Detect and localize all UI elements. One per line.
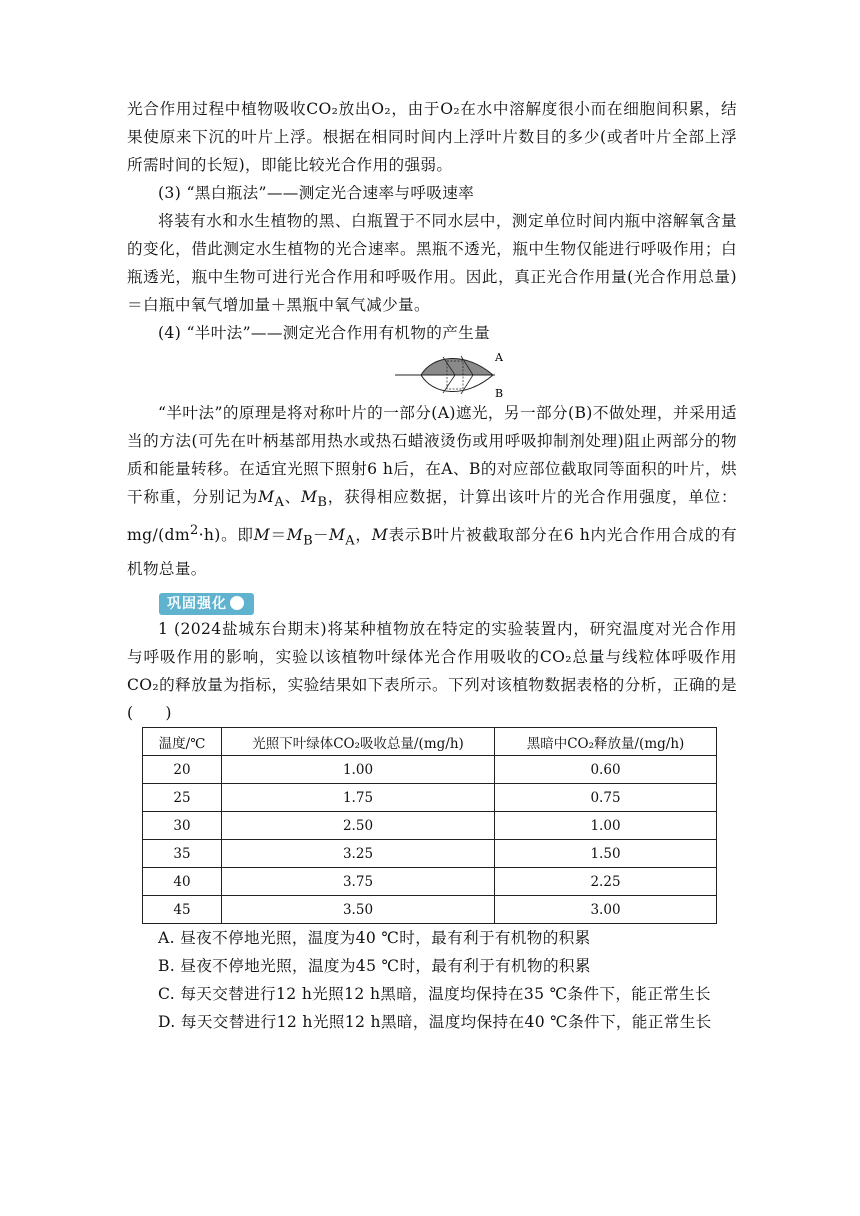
option-a: A. 昼夜不停地光照，温度为40 ℃时，最有利于有机物的积累 <box>158 929 591 948</box>
paragraph-black-white-bottle: 将装有水和水生植物的黑、白瓶置于不同水层中，测定单位时间内瓶中溶解氧含量的变化，借此测定水生植物的光合速率。黑瓶不透光，瓶中生物仅能进行呼吸作用；白瓶透光，瓶中生物可进行光合作用和呼吸作用。因此，真正光合作用量(光合作用总量)＝白瓶中氧气增加量＋黑瓶中氧气减少量。 <box>127 212 737 314</box>
table-cell: 2.25 <box>495 868 717 896</box>
table-row <box>143 784 717 812</box>
table-cell: 30 <box>143 812 222 840</box>
heading-half-leaf: (4) “半叶法”——测定光合作用有机物的产生量 <box>158 324 491 342</box>
table-cell: 40 <box>143 868 222 896</box>
table-cell: 3.25 <box>222 840 495 868</box>
option-c: C. 每天交替进行12 h光照12 h黑暗，温度均保持在35 ℃条件下，能正常生长 <box>158 985 712 1004</box>
table-cell: 25 <box>143 784 222 812</box>
table-cell: 1.00 <box>495 812 717 840</box>
table-cell: 1.50 <box>495 840 717 868</box>
table-cell: 0.60 <box>495 756 717 784</box>
table-cell: 45 <box>143 896 222 924</box>
table-row <box>143 812 717 840</box>
header-co2-release: 黑暗中CO₂释放量/(mg/h) <box>495 728 717 756</box>
badge-circle-icon <box>230 596 244 610</box>
option-d: D. 每天交替进行12 h光照12 h黑暗，温度均保持在40 ℃条件下，能正常生长 <box>158 1013 712 1032</box>
question-1-stem: 1 (2024盐城东台期末)将某种植物放在特定的实验装置内，研究温度对光合作用与呼吸作用的影响，实验以该植物叶绿体光合作用吸收的CO₂总量与线粒体呼吸作用CO₂的释放量为指标，实验结果如下表所示。下列对该植物数据表格的分析，正确的是( ) <box>127 620 737 723</box>
table-cell: 1.75 <box>222 784 495 812</box>
table-cell: 20 <box>143 756 222 784</box>
heading-black-white-bottle: (3) “黑白瓶法”——测定光合速率与呼吸速率 <box>158 184 475 202</box>
half-leaf-figure <box>127 349 737 399</box>
table-cell: 1.00 <box>222 756 495 784</box>
table-cell: 2.50 <box>222 812 495 840</box>
data-table <box>142 727 717 924</box>
paragraph-half-leaf: “半叶法”的原理是将对称叶片的一部分(A)遮光，另一部分(B)不做处理，并采用适当的方法(可先在叶柄基部用热水或热石蜡液烫伤或用呼吸抑制剂处理)阻止两部分的物质和能量转移。在适宜光照下照射6 h后，在A、B的对应部位截取同等面积的叶片，烘干称重，分别记为$M_A$、$M_B$，获得相应数据，计算出该叶片的光合作用强度，单位：$mg/(dm^2\cdot h)$。即$M=M_B-M_A$，M表示B叶片被截取部分在6 h内光合作用合成的有机物总量。 <box>127 404 737 579</box>
table-cell: 3.75 <box>222 868 495 896</box>
table-cell: 3.50 <box>222 896 495 924</box>
table-row <box>143 868 717 896</box>
table-row <box>143 840 717 868</box>
label-b: B <box>495 387 504 399</box>
document-page <box>127 95 737 1036</box>
paragraph-floating-leaf: 光合作用过程中植物吸收CO₂放出O₂，由于O₂在水中溶解度很小而在细胞间积累，结果使原来下沉的叶片上浮。根据在相同时间内上浮叶片数目的多少(或者叶片全部上浮所需时间的长短)，即能比较光合作用的强弱。 <box>127 100 737 174</box>
header-co2-absorption: 光照下叶绿体CO₂吸收总量/(mg/h) <box>222 728 495 756</box>
leaf-diagram <box>395 349 515 399</box>
table-row <box>143 756 717 784</box>
table-cell: 3.00 <box>495 896 717 924</box>
badge-label: 巩固强化 <box>167 596 227 613</box>
consolidation-badge <box>159 593 254 615</box>
table-cell: 0.75 <box>495 784 717 812</box>
table-row <box>143 896 717 924</box>
table-cell: 35 <box>143 840 222 868</box>
table-header-row <box>143 728 717 756</box>
header-temperature: 温度/℃ <box>143 728 222 756</box>
option-b: B. 昼夜不停地光照，温度为45 ℃时，最有利于有机物的积累 <box>158 957 591 976</box>
label-a: A <box>495 351 503 364</box>
